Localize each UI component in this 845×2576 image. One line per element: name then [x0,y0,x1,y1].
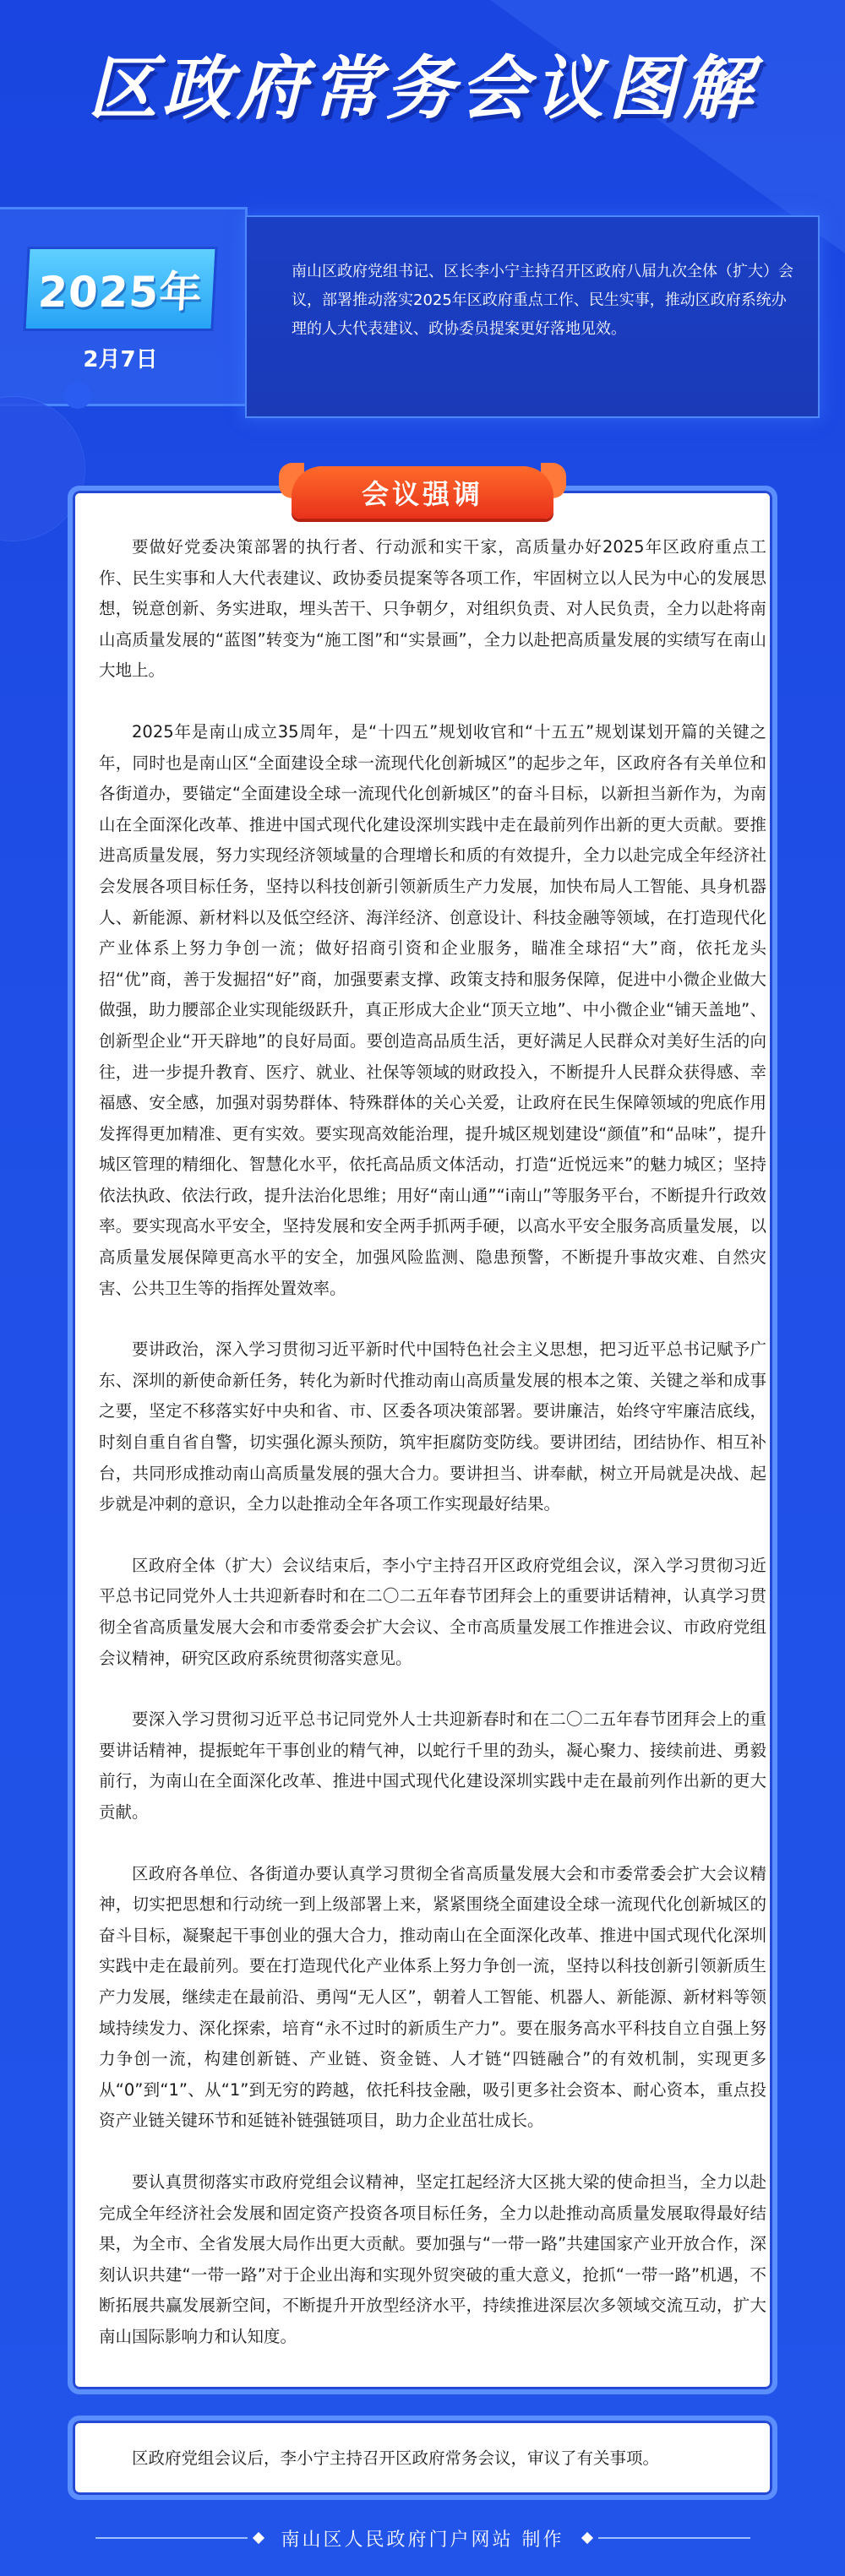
paragraph: 2025年是南山成立35周年，是“十四五”规划收官和“十五五”规划谋划开篇的关键之年，同时也是南山区“全面建设全球一流现代化创新城区”的起步之年，区政府各有关单位和各街道办，要锚定“全面建设全球一流现代化创新城区”的奋斗目标，以新担当新作为，为南山在全面深化改革、推进中国式现代化建设深圳实践中走在最前列作出新的更大贡献。要推进高质量发展，努力实现经济领域量的合理增长和质的有效提升，全力以赴完成全年经济社会发展各项目标任务，坚持以科技创新引领新质生产力发展，加快布局人工智能、具身机器人、新能源、新材料以及低空经济、海洋经济、创意设计、科技金融等领域，在打造现代化产业体系上努力争创一流；做好招商引资和企业服务，瞄准全球招“大”商，依托龙头招“优”商，善于发掘招“好”商，加强要素支撑、政策支持和服务保障，促进中小微企业做大做强，助力腰部企业实现能级跃升，真正形成大企业“顶天立地”、中小微企业“铺天盖地”、创新型企业“开天辟地”的良好局面。要创造高品质生活，更好满足人民群众对美好生活的向往，进一步提升教育、医疗、就业、社保等领域的财政投入，不断提升人民群众获得感、幸福感、安全感，加强对弱势群体、特殊群体的关心关爱，让政府在民生保障领域的兜底作用发挥得更加精准、更有实效。要实现高效能治理，提升城区规划建设“颜值”和“品味”，提升城区管理的精细化、智慧化水平，依托高品质文体活动，打造“近悦远来”的魅力城区；坚持依法执政、依法行政，提升法治化思维；用好“南山通”“i南山”等服务平台，不断提升行政效率。要实现高水平安全，坚持发展和安全两手抓两手硬，以高水平安全服务高质量发展，以高质量发展保障更高水平的安全，加强风险监测、隐患预警，不断提升事故灾难、自然灾害、公共卫生等的指挥处置效率。 [99,721,766,1298]
paragraph: 要做好党委决策部署的执行者、行动派和实干家，高质量办好2025年区政府重点工作、民生实事和人大代表建议、政协委员提案等各项工作，牢固树立以人民为中心的发展思想，锐意创新、务实进取，埋头苦干、只争朝夕，对组织负责、对人民负责，全力以赴将南山高质量发展的“蓝图”转变为“施工图”和“实景画”，全力以赴把高质量发展的实绩写在南山大地上。 [99,537,766,681]
footer-line-left [95,2537,248,2539]
paragraph: 要认真贯彻落实市政府党组会议精神，坚定扛起经济大区挑大梁的使命担当，全力以赴完成全年经济社会发展和固定资产投资各项目标任务，全力以赴推动高质量发展取得最好结果，为全市、全省发展大局作出更大贡献。要加强与“一带一路”共建国家产业开放合作，深刻认识共建“一带一路”对于企业出海和实现外贸突破的重大意义，抢抓“一带一路”机遇，不断拓展共赢发展新空间，不断提升开放型经济水平，持续推进深层次多领域交流互动，扩大南山国际影响力和认知度。 [99,2171,766,2346]
footer-credit: 南山区人民政府门户网站 制作 [281,2529,564,2551]
meeting-date: 2月7日 [83,347,158,372]
decorative-dot [64,382,91,409]
paragraph: 区政府各单位、各街道办要认真学习贯彻全省高质量发展大会和市委常委会扩大会议精神，切实把思想和行动统一到上级部署上来，紧紧围绕全面建设全球一流现代化创新城区的奋斗目标，凝聚起干事创业的强大合力，推动南山在全面深化改革、推进中国式现代化深圳实践中走在最前列。要在打造现代化产业体系上努力争创一流，坚持以科技创新引领新质生产力发展，继续走在最前沿、勇闯“无人区”，朝着人工智能、机器人、新能源、新材料等领域持续发力、深化探索，培育“永不过时的新质生产力”。要在服务高水平科技自立自强上努力争创一流，构建创新链、产业链、资金链、人才链“四链融合”的有效机制，实现更多从“0”到“1”、从“1”到无穷的跨越，依托科技金融，吸引更多社会资本、耐心资本，重点投资产业链关键环节和延链补链强链项目，助力企业茁壮成长。 [99,1863,766,2131]
closing-text: 区政府党组会议后，李小宁主持召开区政府常务会议，审议了有关事项。 [132,2448,660,2468]
footer [0,2521,845,2555]
intro-text: 南山区政府党组书记、区长李小宁主持召开区政府八届九次全体（扩大）会议，部署推动落实2025年区政府重点工作、民生实事，推动区政府系统办理的人大代表建议、政协委员提案更好落地见效。 [292,263,793,338]
paragraph: 要深入学习贯彻习近平总书记同党外人士共迎新春时和在二〇二五年春节团拜会上的重要讲话精神，提振蛇年干事创业的精气神，以蛇行千里的劲头，凝心聚力、接续前进、勇毅前行，为南山在全面深化改革、推进中国式现代化建设深圳实践中走在最前列作出新的更大贡献。 [99,1709,766,1822]
page-title: 区政府常务会议图解 [88,49,757,129]
paragraph: 要讲政治，深入学习贯彻习近平新时代中国特色社会主义思想，把习近平总书记赋予广东、深圳的新使命新任务，转化为新时代推动南山高质量发展的根本之策、关键之举和成事之要，坚定不移落实好中央和省、市、区委各项决策部署。要讲廉洁，始终守牢廉洁底线，时刻自重自省自警，切实强化源头预防，筑牢拒腐防变防线。要讲团结，团结协作、相互补台，共同形成推动南山高质量发展的强大合力。要讲担当、讲奉献，树立开局就是决战、起步就是冲刺的意识，全力以赴推动全年各项工作实现最好结果。 [99,1340,766,1514]
section-tab: 会议强调 [292,466,553,519]
footer-diamond-icon [252,2532,264,2544]
section-body [99,532,766,2383]
footer-line-right [598,2537,750,2539]
footer-diamond-icon [581,2532,592,2544]
year-badge: 2025年 [23,247,217,331]
paragraph: 区政府全体（扩大）会议结束后，李小宁主持召开区政府党组会议，深入学习贯彻习近平总书记同党外人士共迎新春时和在二〇二五年春节团拜会上的重要讲话精神，认真学习贯彻全省高质量发展大会和市委常委会扩大会议、全市高质量发展工作推进会议、市政府党组会议精神，研究区政府系统贯彻落实意见。 [99,1555,766,1668]
